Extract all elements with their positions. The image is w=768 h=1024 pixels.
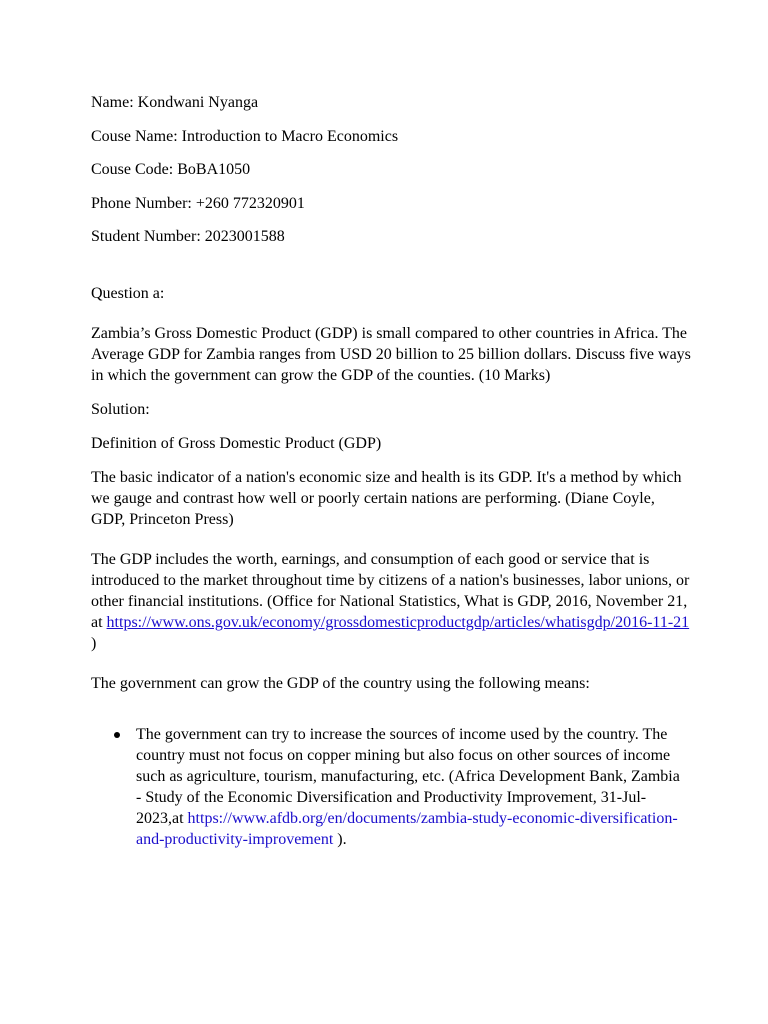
student-number: Student Number: 2023001588 [91,228,285,245]
course-code: Couse Code: BoBA1050 [91,161,251,178]
means-intro: The government can grow the GDP of the country using the following means: [91,675,590,692]
definition-paragraph: The basic indicator of a nation's economic size and health is its GDP. It's a method by which we gauge and contrast how well or poorly certain nations are performing. (Diane Coyle, GDP, Princeton Press) [91,469,682,528]
student-name: Name: Kondwani Nyanga [91,94,259,111]
ons-link[interactable]: https://www.ons.gov.uk/economy/grossdomesticproductgdp/articles/whatisgdp/2016-11-21 [106,614,690,631]
document-body [91,92,691,850]
gdp-components-end: ) [91,635,97,652]
question-text: Zambia’s Gross Domestic Product (GDP) is small compared to other countries in Africa. The Average GDP for Zambia ranges from USD 20 billion to 25 billion dollars. Discuss five ways in which the government can grow the GDP of the counties. (10 Marks) [91,325,691,384]
bullet-text: The government can try to increase the sources of income used by the country. The country must not focus on copper mining but also focus on other sources of income such as agriculture, tourism, manufacturing, etc. (Africa Development Bank, Zambia - Study of the Economic Diversification and Productivity Improvement, 31-Jul-2023,at [136,726,680,827]
gdp-components-paragraph [91,549,691,654]
question-label: Question a: [91,285,165,302]
course-name: Couse Name: Introduction to Macro Economics [91,127,399,145]
phone-number: Phone Number: +260 772320901 [91,194,305,212]
bullet-icon [114,732,120,738]
gdp-components-text: The GDP includes the worth, earnings, and consumption of each good or service that is introduced to the market throughout time by citizens of a nation's businesses, labor unions, or other financial institutions. (Office for National Statistics, What is GDP, 2016, November 21, at [91,551,690,631]
solution-label: Solution: [91,401,150,418]
list-item [0,724,681,850]
bullet-end: ). [333,831,347,848]
definition-heading: Definition of Gross Domestic Product (GDP) [91,435,382,452]
afdb-link[interactable]: https://www.afdb.org/en/documents/zambia-study-economic-diversification-and-productivity-improvement [136,810,678,848]
means-list [0,724,680,850]
